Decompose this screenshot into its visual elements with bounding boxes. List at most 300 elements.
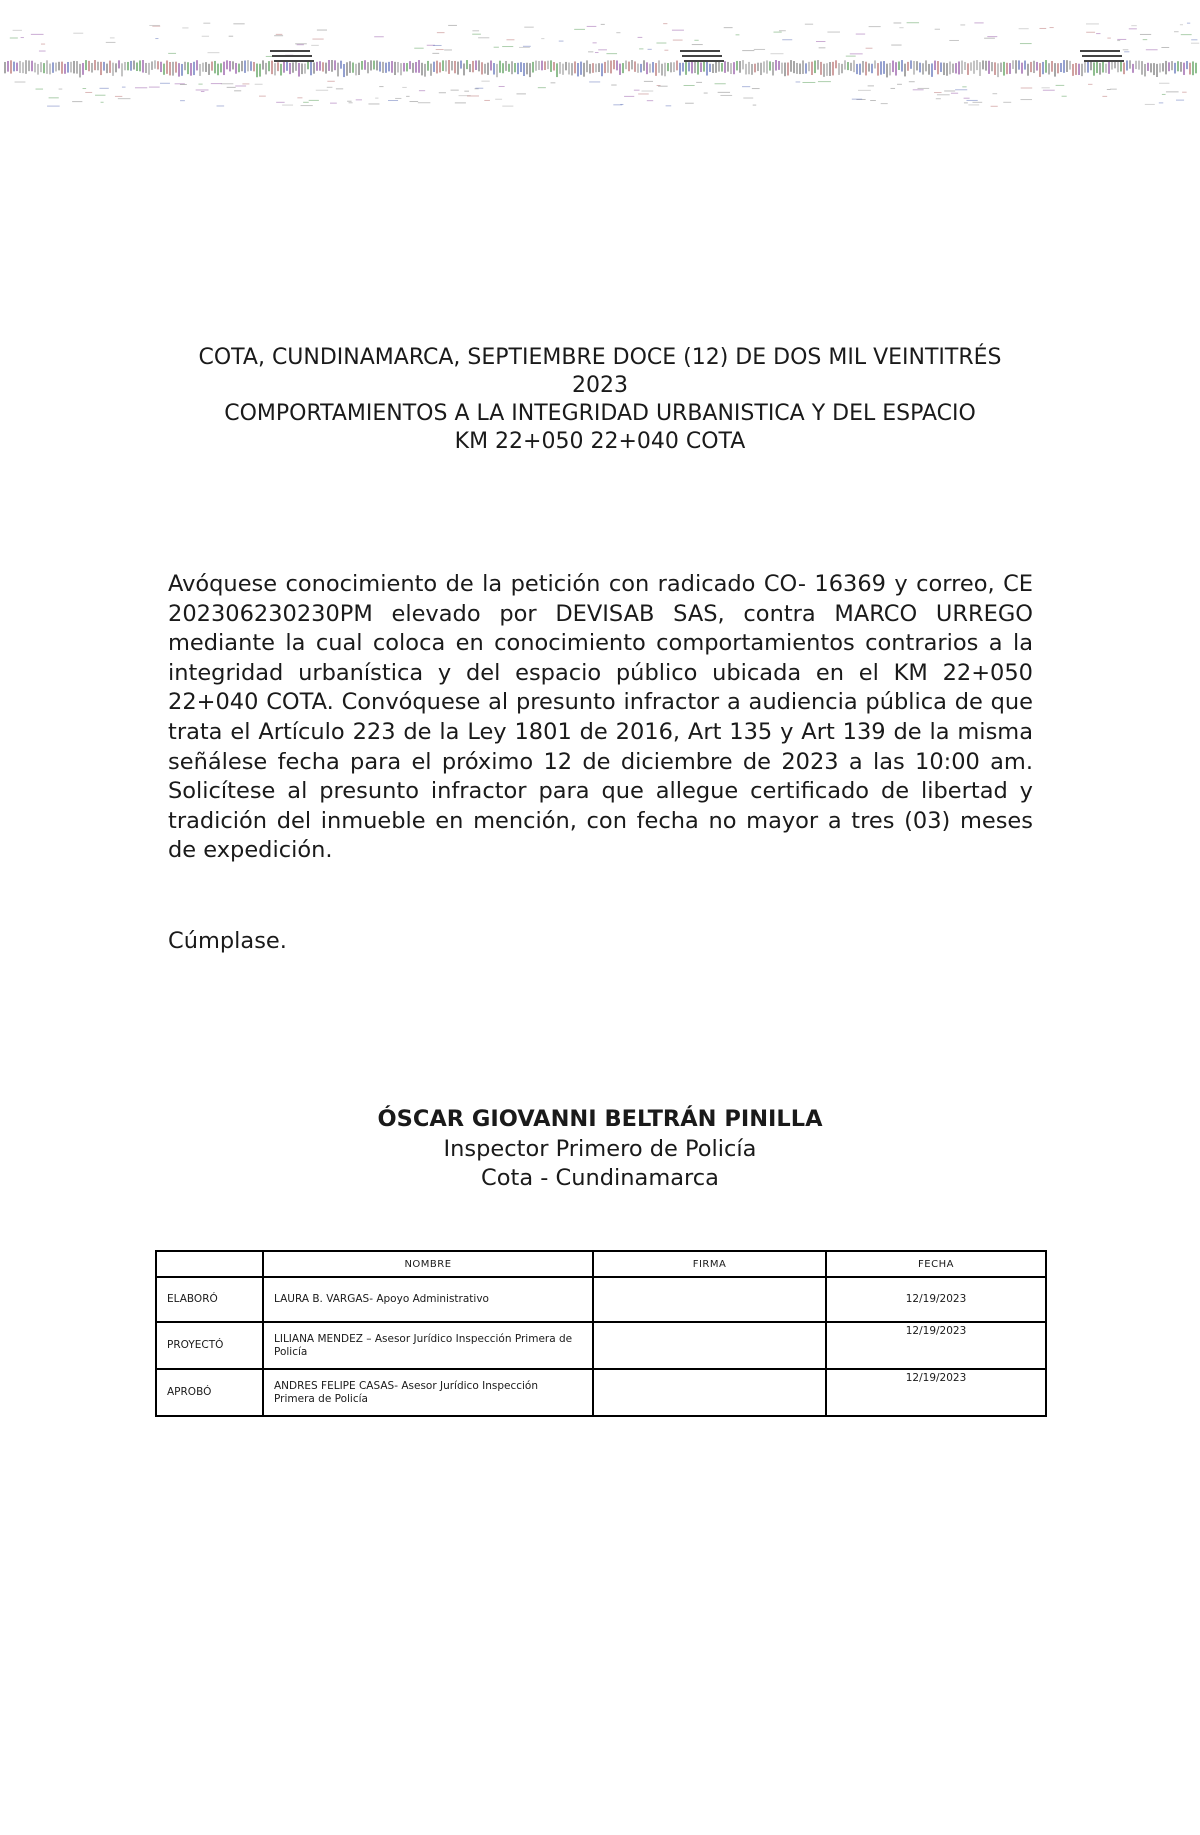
strip-dot [666,105,672,106]
strip-mark [475,60,477,70]
strip-dot [589,81,600,82]
strip-dot [818,81,831,82]
strip-dot [559,41,564,42]
strip-mark [316,62,318,71]
strip-dot [1020,99,1032,100]
strip-dot [1131,25,1136,26]
strip-dot [227,87,236,88]
strip-dot [870,100,876,101]
strip-bar [272,55,312,57]
strip-dot [72,101,82,102]
strip-mark [655,63,657,76]
strip-mark [88,61,90,71]
strip-dot [374,36,384,37]
strip-dot [155,38,158,39]
strip-mark [403,63,405,72]
strip-mark [562,64,564,75]
strip-dot [409,101,418,102]
strip-dot [1181,34,1192,35]
strip-mark [1135,61,1137,69]
strip-dot [73,33,83,34]
strip-mark [415,62,417,73]
strip-mark [874,60,876,68]
strip-mark [940,63,942,72]
strip-mark [706,62,708,76]
strip-mark [898,61,900,70]
strip-dot [606,53,617,54]
strip-mark [103,62,105,71]
strip-mark [367,62,369,73]
strip-dot [432,53,439,54]
strip-mark [55,63,57,72]
strip-mark [343,64,345,77]
strip-mark [880,61,882,74]
strip-dot [311,45,319,46]
strip-dot [297,44,304,45]
strip-mark [634,61,636,71]
strip-mark [1129,60,1131,68]
strip-mark [1078,64,1080,75]
strip-dot [242,83,249,84]
strip-dot [673,40,683,41]
strip-dot [235,85,246,86]
strip-mark [109,61,111,73]
strip-dot [852,99,862,100]
strip-mark [931,63,933,76]
strip-mark [760,63,762,75]
strip-mark [1012,60,1014,69]
heading-line-location: KM 22+050 22+040 COTA [454,429,746,454]
strip-mark [589,64,591,74]
strip-dot [541,38,544,39]
strip-mark [448,60,450,74]
strip-mark [811,62,813,75]
strip-mark [673,62,675,72]
strip-mark [1102,61,1104,72]
strip-mark [901,60,903,71]
strip-dot [317,30,327,31]
strip-mark [118,60,120,68]
strip-mark [1054,63,1056,77]
strip-mark [1156,64,1158,77]
strip-mark [181,64,183,76]
strip-bar [274,60,314,62]
strip-mark [736,61,738,70]
strip-mark [829,62,831,76]
strip-mark [868,63,870,71]
strip-dot [593,42,597,43]
strip-mark [1192,61,1194,75]
strip-mark [445,60,447,71]
strip-dot [95,95,105,96]
strip-dot [276,34,283,35]
strip-mark [472,61,474,72]
strip-mark [679,63,681,76]
table-row [156,1322,1046,1369]
strip-mark [280,64,282,76]
strip-mark [166,60,168,73]
strip-dot [336,88,343,89]
strip-dot [1088,84,1092,85]
row-signature [593,1369,826,1416]
strip-mark [244,61,246,73]
strip-mark [319,61,321,70]
strip-dot [672,30,684,31]
strip-dot [720,95,732,96]
strip-dot [436,49,444,50]
strip-mark [652,62,654,72]
row-role: ELABORÓ [156,1277,263,1322]
strip-mark [307,61,309,69]
strip-bar [680,50,720,52]
strip-mark [544,61,546,70]
strip-mark [877,63,879,76]
strip-dot [196,89,209,90]
strip-mark [460,61,462,69]
strip-mark [796,63,798,74]
strip-dot [715,83,726,84]
strip-mark [1009,63,1011,74]
strip-dot [297,97,302,98]
strip-dot [402,87,406,88]
strip-mark [508,64,510,72]
strip-mark [247,60,249,71]
strip-dot [301,105,313,106]
strip-mark [745,64,747,75]
strip-mark [217,64,219,76]
strip-dot [1020,43,1032,44]
strip-mark [814,61,816,74]
strip-mark [1066,60,1068,72]
strip-dot [433,45,442,46]
strip-mark [391,61,393,73]
strip-dot [587,26,597,27]
strip-mark [610,61,612,74]
strip-dot [1123,49,1129,50]
strip-mark [955,63,957,73]
strip-dot [1003,102,1011,103]
strip-dot [47,106,60,107]
signer-location: Cota - Cundinamarca [481,1165,719,1191]
strip-dot [303,102,309,103]
strip-dot [773,32,781,33]
strip-mark [481,62,483,74]
strip-mark [358,63,360,75]
strip-mark [670,62,672,72]
strip-mark [937,61,939,74]
strip-mark [46,60,48,74]
strip-mark [340,61,342,69]
strip-mark [778,61,780,70]
strip-dot [347,101,351,102]
strip-dot [805,24,813,25]
strip-mark [523,63,525,76]
strip-dot [907,22,919,23]
strip-dot [782,39,792,40]
strip-mark [691,61,693,73]
row-signature [593,1322,826,1369]
strip-dot [1140,34,1151,35]
strip-dot [484,100,490,101]
strip-dot [495,99,502,100]
strip-mark [1084,61,1086,73]
strip-dot [724,27,733,28]
strip-mark [535,61,537,71]
strip-dot [516,93,525,94]
strip-dot [598,49,607,50]
strip-dot [936,98,941,99]
strip-mark [553,62,555,70]
header-cell-role [156,1251,263,1277]
strip-dot [467,95,479,96]
strip-dot [779,30,786,31]
strip-mark [484,64,486,74]
strip-mark [184,62,186,70]
strip-mark [421,63,423,76]
strip-mark [826,63,828,76]
strip-mark [1138,61,1140,70]
strip-mark [469,64,471,72]
strip-dot [233,23,244,24]
strip-mark [52,62,54,72]
strip-mark [601,63,603,76]
strip-mark [784,63,786,77]
strip-dot [15,82,26,83]
strip-dot [115,96,122,97]
strip-mark [754,64,756,73]
strip-mark [703,61,705,72]
strip-mark [922,63,924,74]
strip-dot [221,83,233,84]
strip-mark [289,63,291,74]
strip-dot [1110,89,1117,90]
strip-mark [844,60,846,69]
strip-mark [1108,61,1110,74]
strip-mark [982,60,984,69]
strip-mark [1021,63,1023,74]
strip-dot [891,45,901,46]
strip-dot [180,84,187,85]
strip-mark [325,63,327,74]
strip-mark [205,62,207,72]
heading-line-year: 2023 [572,373,628,398]
strip-dot [455,102,466,103]
strip-mark [13,62,15,72]
strip-mark [223,62,225,75]
strip-mark [862,61,864,73]
strip-mark [1000,63,1002,72]
strip-dot [736,34,740,35]
strip-mark [718,62,720,72]
strip-mark [1006,63,1008,74]
strip-mark [124,62,126,70]
strip-mark [1186,61,1188,69]
strip-mark [1057,63,1059,73]
strip-dot [868,85,874,86]
strip-dot [464,91,469,92]
strip-mark [622,63,624,73]
strip-mark [583,63,585,77]
strip-dot [624,96,634,97]
strip-dot [1086,23,1099,24]
strip-dot [893,22,901,23]
strip-mark [19,61,21,73]
strip-dot [1159,102,1163,103]
strip-dot [639,48,643,49]
strip-dot [312,39,323,40]
strip-dot [1146,49,1158,50]
signer-title: Inspector Primero de Policía [443,1135,757,1162]
strip-dot [99,88,108,89]
strip-dot [255,84,263,85]
strip-mark [988,61,990,74]
strip-dot [551,82,556,83]
strip-dot [110,37,115,38]
strip-dot [754,49,765,50]
strip-dot [647,100,653,101]
strip-mark [454,61,456,73]
strip-mark [364,60,366,70]
strip-mark [82,63,84,75]
strip-dot [472,34,481,35]
strip-mark [991,62,993,71]
strip-mark [559,62,561,74]
strip-dot [962,86,966,87]
strip-dot [684,85,695,86]
header-cell-signature: FIRMA [593,1251,826,1277]
strip-mark [85,60,87,70]
strip-dot [913,89,924,90]
strip-mark [853,60,855,72]
strip-mark [61,62,63,74]
strip-dot [101,102,104,103]
strip-mark [238,64,240,73]
strip-mark [241,61,243,71]
strip-mark [934,61,936,70]
strip-mark [277,62,279,71]
strip-dot [846,56,856,57]
strip-mark [1165,61,1167,74]
strip-bar [1082,55,1122,57]
strip-dot [499,86,505,87]
strip-mark [997,63,999,77]
strip-mark [175,62,177,73]
strip-dot [1086,32,1095,33]
strip-mark [1159,63,1161,72]
strip-mark [1024,61,1026,70]
strip-mark [973,61,975,74]
strip-mark [70,62,72,73]
header-strip-graphic [0,18,1200,108]
body-paragraph: Avóquese conocimiento de la petición con radicado CO- 16369 y correo, CE 202306230230PM elevado por DEVISAB SAS, contra MARCO URREGO mediante la cual coloca en conocimiento comportamientos contrarios a la integridad urbanística y del espacio público ubicada en el KM 22+050 22+040 COTA. Convóquese al presunto infractor a audiencia pública de que trata el Artículo 223 de la Ley 1801 de 2016, Art 135 y Art 139 de la misma señálese fecha para el próximo 12 de diciembre de 2023 a las 10:00 am. Solicítese al presunto infractor para que allegue certificado de libertad y tradición del inmueble en mención, con fecha no mayor a tres (03) meses de expedición. [168,571,1033,864]
strip-dot [974,22,983,23]
strip-mark [22,62,24,73]
strip-mark [1168,62,1170,71]
strip-dot [1162,94,1166,95]
strip-dot [149,25,160,26]
strip-mark [1183,63,1185,75]
strip-dot [634,90,640,91]
strip-mark [658,60,660,72]
strip-dot [118,98,131,99]
strip-dot [850,53,863,54]
strip-dot [1117,39,1126,40]
strip-mark [850,63,852,71]
strip-mark [268,61,270,71]
strip-mark [1132,64,1134,73]
strip-dot [41,44,45,45]
strip-mark [556,63,558,77]
strip-mark [274,63,276,75]
row-role: PROYECTÓ [156,1322,263,1369]
strip-mark [43,63,45,73]
strip-dot [704,93,708,94]
strip-mark [970,62,972,70]
strip-dot [972,102,982,103]
row-role: APROBÓ [156,1369,263,1416]
strip-mark [226,60,228,69]
strip-dot [1166,91,1179,92]
strip-dot [935,29,940,30]
strip-mark [73,61,75,73]
strip-mark [700,62,702,72]
strip-mark [595,64,597,73]
strip-dot [85,92,92,93]
strip-mark [1027,64,1029,76]
strip-mark [1099,63,1101,75]
strip-mark [451,61,453,70]
row-name: ANDRES FELIPE CASAS- Asesor Jurídico Inspección Primera de Policía [263,1369,593,1416]
strip-dot [309,100,319,101]
strip-mark [256,64,258,78]
strip-mark [685,62,687,75]
strip-mark [298,63,300,77]
strip-mark [193,62,195,75]
strip-dot [1107,89,1111,90]
strip-mark [712,64,714,73]
strip-dot [234,90,241,91]
strip-dot [644,81,653,82]
strip-dot [1021,88,1032,89]
strip-dot [696,82,702,83]
strip-dot [208,52,220,53]
strip-mark [1072,64,1074,76]
strip-mark [805,63,807,73]
strip-dot [406,96,409,97]
strip-mark [823,64,825,77]
strip-mark [457,62,459,75]
strip-mark [502,63,504,73]
strip-mark [916,61,918,70]
strip-mark [682,63,684,72]
strip-mark [334,60,336,70]
strip-mark [607,60,609,72]
strip-mark [214,61,216,73]
strip-mark [721,63,723,72]
strip-mark [409,61,411,69]
strip-dot [59,89,63,90]
strip-mark [1075,63,1077,75]
strip-mark [790,60,792,72]
strip-mark [148,63,150,75]
strip-mark [412,63,414,73]
strip-dot [1117,40,1120,41]
strip-mark [157,61,159,69]
strip-dot [1191,43,1199,44]
strip-mark [130,61,132,71]
strip-mark [34,63,36,73]
strip-mark [547,61,549,69]
